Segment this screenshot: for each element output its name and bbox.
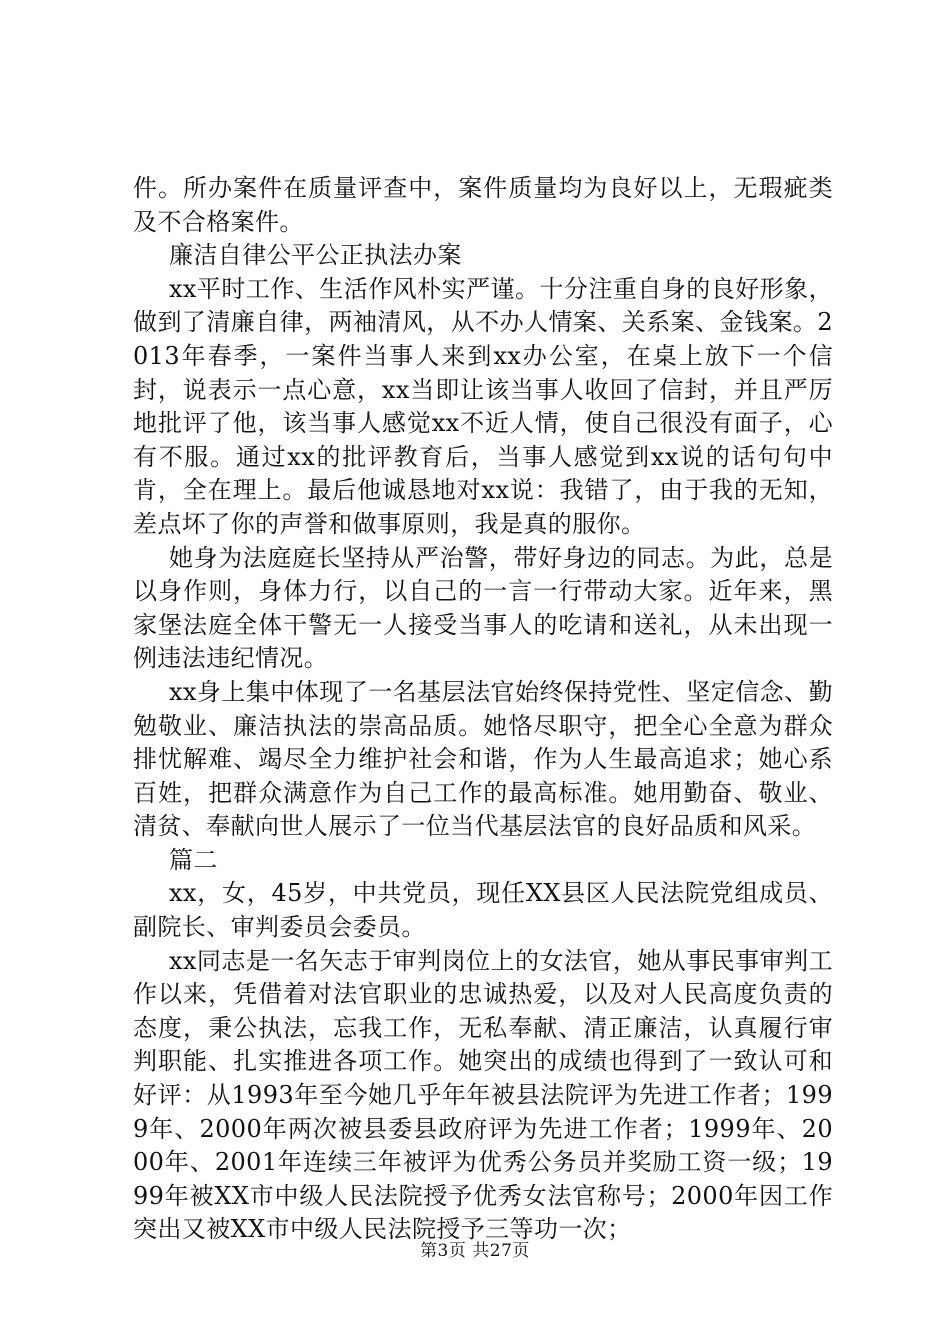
section-heading: 廉洁自律公平公正执法办案 (169, 241, 462, 270)
paragraph: xx同志是一名矢志于审判岗位上的女法官，她从事民事审判工作以来，凭借着对法官职业的忠诚热爱，以及对人民高度负责的态度，秉公执法，忘我工作，无私奉献、清正廉洁，认真履行审判职能、扎实推进各项工作。她突出的成绩也得到了一致认可和好评：从1993年至今她几乎年年被县法院评为先进工作者；1999年、2000年两次被县委县政府评为先进工作者；1999年、2000年、2001年连续三年被评为优秀公务员并奖励工资一级；1999年被XX市中级人民法院授予优秀女法官称号；2000年因工作突出又被XX市中级人民法院授予三等功一次； (133, 946, 833, 1244)
paragraph: xx身上集中体现了一名基层法官始终保持党性、坚定信念、勤勉敬业、廉洁执法的崇高品质。她恪尽职守，把全心全意为群众排忧解难、竭尽全力维护社会和谐，作为人生最高追求；她心系百姓，把群众满意作为自己工作的最高标准。她用勤奋、敬业、清贫、奉献向世人展示了一位当代基层法官的良好品质和风采。 (133, 677, 833, 841)
page-number-footer: 第3页 共27页 (420, 1241, 530, 1261)
document-body (133, 172, 833, 1247)
section-heading: 篇二 (169, 845, 218, 874)
paragraph: xx，女，45岁，中共党员，现任XX县区人民法院党组成员、副院长、审判委员会委员。 (133, 879, 833, 942)
paragraph: xx平时工作、生活作风朴实严谨。十分注重自身的良好形象，做到了清廉自律，两袖清风，从不办人情案、关系案、金钱案。2013年春季，一案件当事人来到xx办公室，在桌上放下一个信封，说表示一点心意，xx当即让该当事人收回了信封，并且严厉地批评了他，该当事人感觉xx不近人情，使自己很没有面子，心有不服。通过xx的批评教育后，当事人感觉到xx说的话句句中肯，全在理上。最后他诚恳地对xx说：我错了，由于我的无知，差点坏了你的声誉和做事原则，我是真的服你。 (133, 274, 833, 538)
paragraph: 她身为法庭庭长坚持从严治警，带好身边的同志。为此，总是以身作则，身体力行，以自己的一言一行带动大家。近年来，黑家堡法庭全体干警无一人接受当事人的吃请和送礼，从未出现一例违法违纪情况。 (133, 543, 833, 673)
paragraph-continuation: 件。所办案件在质量评查中，案件质量均为良好以上，无瑕疵类及不合格案件。 (133, 174, 833, 236)
